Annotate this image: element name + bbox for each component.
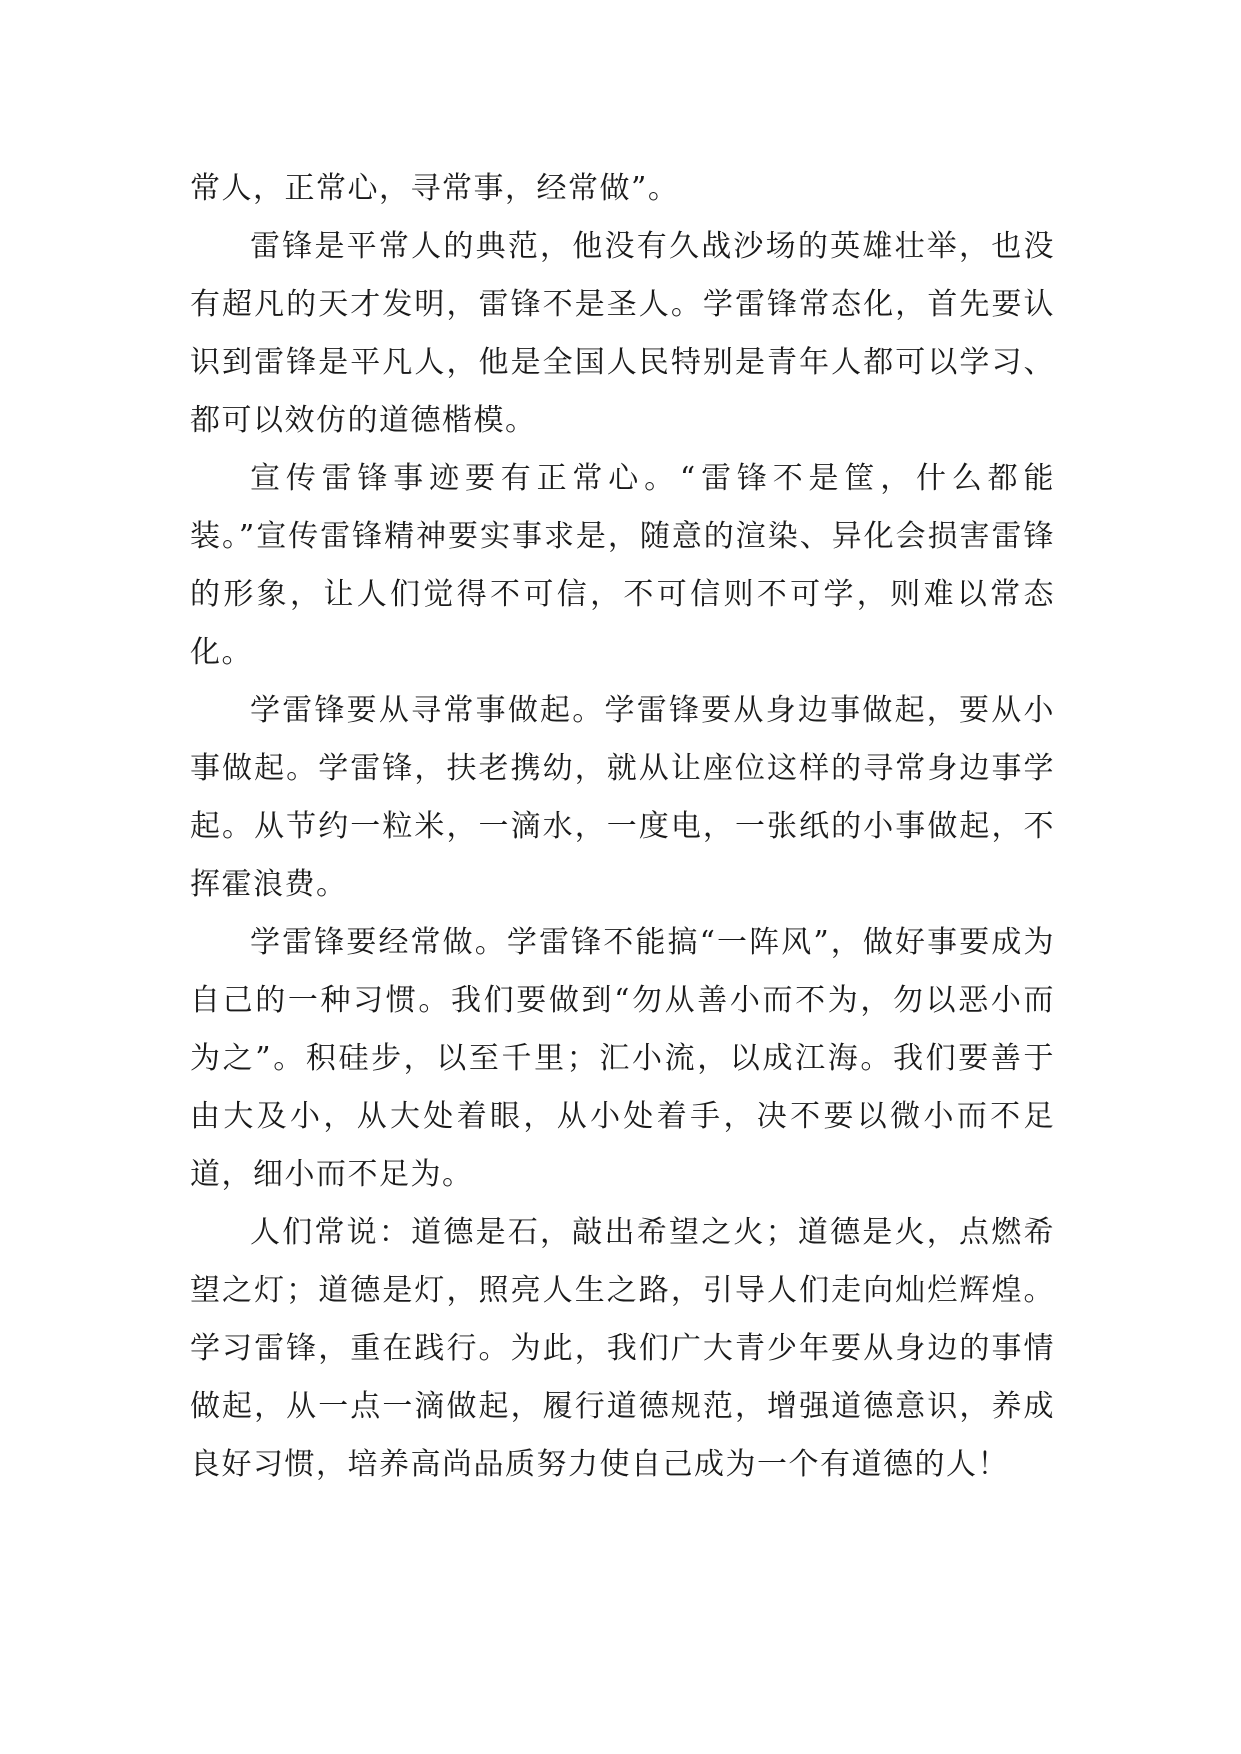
paragraph-ordinary-person: 雷锋是平常人的典范，他没有久战沙场的英雄壮举，也没有超凡的天才发明，雷锋不是圣人。学雷锋常态化，首先要认识到雷锋是平凡人，他是全国人民特别是青年人都可以学习、都可以效仿的道德楷模。 <box>190 229 1055 438</box>
paragraph-do-often: 学雷锋要经常做。学雷锋不能搞“一阵风”，做好事要成为自己的一种习惯。我们要做到“勿从善小而不为，勿以恶小而为之”。积硅步，以至千里；汇小流，以成江海。我们要善于由大及小，从大处着眼，从小处着手，决不要以微小而不足道，细小而不足为。 <box>190 925 1055 1192</box>
paragraph-continuation: 常人，正常心，寻常事，经常做”。 <box>190 171 680 206</box>
paragraph-morality: 人们常说：道德是石，敲出希望之火；道德是火，点燃希望之灯；道德是灯，照亮人生之路，引导人们走向灿烂辉煌。学习雷锋，重在践行。为此，我们广大青少年要从身边的事情做起，从一点一滴做起，履行道德规范，增强道德意识，养成良好习惯，培养高尚品质努力使自己成为一个有道德的人！ <box>190 1215 1055 1482</box>
paragraph-ordinary-things: 学雷锋要从寻常事做起。学雷锋要从身边事做起，要从小事做起。学雷锋，扶老携幼，就从让座位这样的寻常身边事学起。从节约一粒米，一滴水，一度电，一张纸的小事做起，不挥霍浪费。 <box>190 693 1055 902</box>
document-body <box>190 160 1055 1494</box>
paragraph-normal-mind: 宣传雷锋事迹要有正常心。“雷锋不是筐，什么都能装。”宣传雷锋精神要实事求是，随意的渲染、异化会损害雷锋的形象，让人们觉得不可信，不可信则不可学，则难以常态化。 <box>190 461 1055 670</box>
